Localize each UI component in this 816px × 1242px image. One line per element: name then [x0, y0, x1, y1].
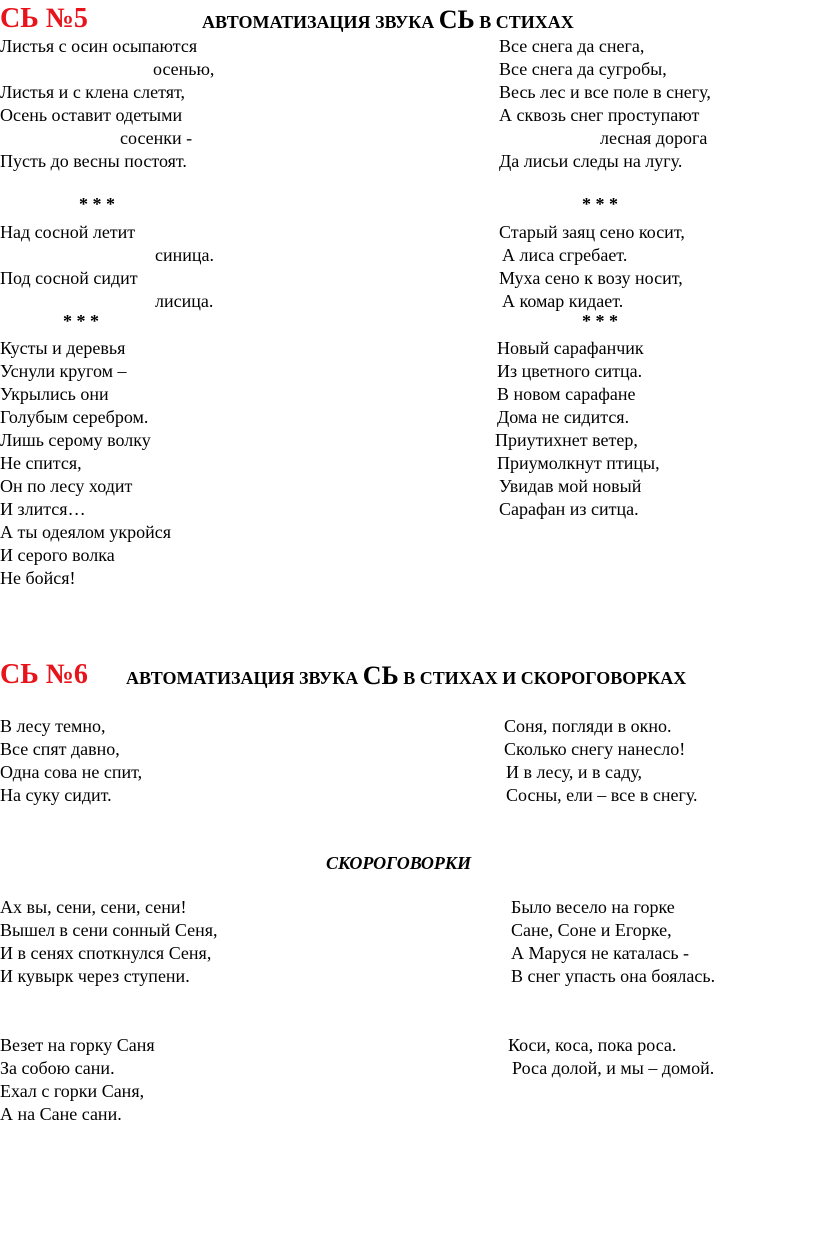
poem-line: Листья с осин осыпаются	[0, 36, 198, 56]
poem-line: Не бойся!	[0, 568, 76, 588]
poem-line: А лиса сгребает.	[502, 245, 628, 265]
section-code: СЬ №5	[0, 3, 88, 34]
poem-line: Увидав мой новый	[499, 476, 642, 496]
poem-line: Не спится,	[0, 453, 82, 473]
section-code: СЬ №6	[0, 659, 88, 690]
section-title: АВТОМАТИЗАЦИЯ ЗВУКА СЬ В СТИХАХ	[202, 5, 574, 34]
poem-line: Ах вы, сени, сени, сени!	[0, 897, 187, 917]
poem-line: И кувырк через ступени.	[0, 966, 190, 986]
poem-line: сосенки -	[120, 128, 193, 148]
poem-line: Роса долой, и мы – домой.	[512, 1058, 715, 1078]
poem-line: Старый заяц сено косит,	[499, 222, 685, 242]
poem-line: Он по лесу ходит	[0, 476, 133, 496]
poem-line: синица.	[155, 245, 215, 265]
poem-line: Было весело на горке	[511, 897, 675, 917]
poem-line: Голубым серебром.	[0, 407, 149, 427]
poem-line: Коси, коса, пока роса.	[508, 1035, 677, 1055]
poem-line: Вышел в сени сонный Сеня,	[0, 920, 218, 940]
poem-line: И серого волка	[0, 545, 115, 565]
subtitle: СКОРОГОВОРКИ	[326, 853, 472, 873]
poem-line: лесная дорога	[600, 128, 708, 148]
poem-line: Новый сарафанчик	[497, 338, 644, 358]
poem-line: Сколько снегу нанесло!	[504, 739, 686, 759]
poem-line: А сквозь снег проступают	[499, 105, 700, 125]
separator: * * *	[79, 194, 115, 214]
poem-line: В новом сарафане	[497, 384, 636, 404]
poem-line: Под сосной сидит	[0, 268, 138, 288]
poem-line: А комар кидает.	[502, 291, 624, 311]
poem-line: Укрылись они	[0, 384, 109, 404]
poem-line: Из цветного ситца.	[497, 361, 643, 381]
poem-line: Весь лес и все поле в снегу,	[499, 82, 711, 102]
separator: * * *	[63, 311, 99, 331]
poem-line: Пусть до весны постоят.	[0, 151, 187, 171]
poem-line: Ехал с горки Саня,	[0, 1081, 145, 1101]
poem-line: Листья и с клена слетят,	[0, 82, 186, 102]
poem-line: осенью,	[153, 59, 215, 79]
poem-line: И в сенях споткнулся Сеня,	[0, 943, 212, 963]
poem-line: Осень оставит одетыми	[0, 105, 183, 125]
poem-line: Сарафан из ситца.	[499, 499, 639, 519]
separator: * * *	[582, 311, 618, 331]
separator: * * *	[582, 194, 618, 214]
poem-line: А ты одеялом укройся	[0, 522, 172, 542]
poem-line: Сосны, ели – все в снегу.	[506, 785, 698, 805]
poem-line: Одна сова не спит,	[0, 762, 143, 782]
poem-line: За собою сани.	[0, 1058, 115, 1078]
poem-line: Соня, погляди в окно.	[504, 716, 672, 736]
poem-line: Кусты и деревья	[0, 338, 126, 358]
poem-line: лисица.	[155, 291, 214, 311]
section-title: АВТОМАТИЗАЦИЯ ЗВУКА СЬ В СТИХАХ И СКОРОГОВОРКАХ	[126, 661, 687, 690]
poem-line: Сане, Соне и Егорке,	[511, 920, 672, 940]
poem-line: Все снега да сугробы,	[499, 59, 667, 79]
poem-line: В лесу темно,	[0, 716, 106, 736]
poem-line: И злится…	[0, 499, 86, 519]
poem-line: В снег упасть она боялась.	[511, 966, 716, 986]
poem-line: Приутихнет ветер,	[495, 430, 638, 450]
poem-line: Муха сено к возу носит,	[499, 268, 683, 288]
poem-line: Да лисьи следы на лугу.	[499, 151, 683, 171]
poem-line: Все снега да снега,	[499, 36, 645, 56]
poem-line: Лишь серому волку	[0, 430, 151, 450]
poem-line: Над сосной летит	[0, 222, 136, 242]
poem-line: Все спят давно,	[0, 739, 120, 759]
poem-line: И в лесу, и в саду,	[506, 762, 643, 782]
poem-line: Дома не сидится.	[497, 407, 630, 427]
poem-line: А Маруся не каталась -	[511, 943, 690, 963]
poem-line: Приумолкнут птицы,	[497, 453, 660, 473]
poem-line: На суку сидит.	[0, 785, 112, 805]
poem-line: А на Сане сани.	[0, 1104, 122, 1124]
poem-line: Везет на горку Саня	[0, 1035, 155, 1055]
poem-line: Уснули кругом –	[0, 361, 127, 381]
